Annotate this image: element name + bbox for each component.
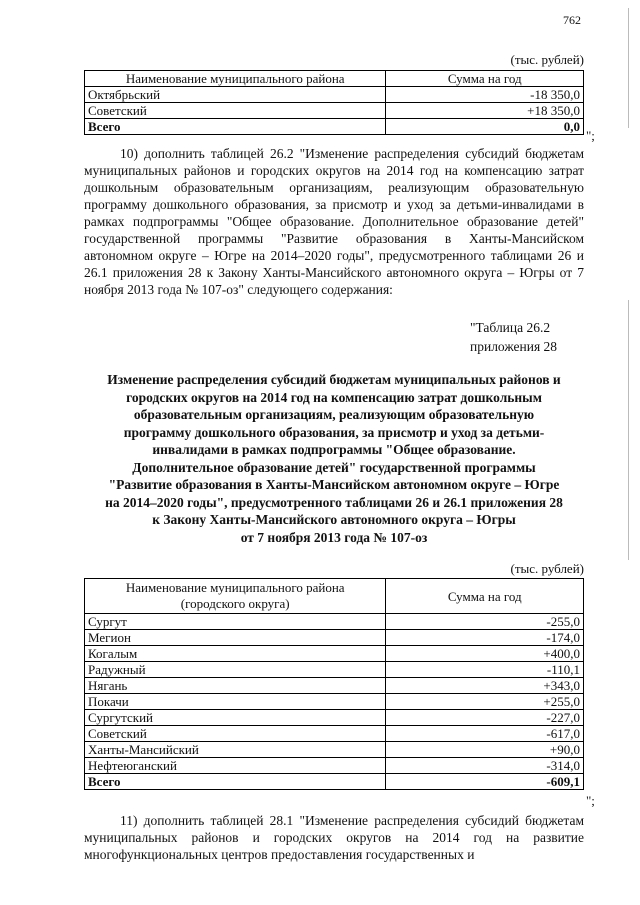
table1-closing: "; bbox=[586, 128, 595, 143]
district-value: +18 350,0 bbox=[386, 103, 584, 119]
district-name: Мегион bbox=[85, 630, 386, 646]
district-value: +255,0 bbox=[386, 694, 584, 710]
district-value: +400,0 bbox=[386, 646, 584, 662]
table-row bbox=[85, 678, 584, 694]
table2-closing: "; bbox=[586, 793, 595, 808]
district-value: -227,0 bbox=[386, 710, 584, 726]
district-name: Сургут bbox=[85, 614, 386, 630]
table-row bbox=[85, 103, 584, 119]
table2-header-row bbox=[85, 579, 584, 614]
table1-header-row bbox=[85, 71, 584, 87]
table-row bbox=[85, 614, 584, 630]
district-value: -174,0 bbox=[386, 630, 584, 646]
table2-title bbox=[76, 371, 592, 546]
margin-line bbox=[628, 8, 629, 128]
district-value: -314,0 bbox=[386, 758, 584, 774]
title-line: Дополнительное образование детей" государственной программы bbox=[132, 459, 536, 475]
table-row bbox=[85, 726, 584, 742]
title-line: на 2014–2020 годы", предусмотренного таблицами 26 и 26.1 приложения 28 bbox=[105, 494, 563, 510]
table-caption-note bbox=[470, 318, 557, 356]
district-name: Октябрьский bbox=[85, 87, 386, 103]
table-row bbox=[85, 742, 584, 758]
table-row bbox=[85, 646, 584, 662]
title-line: образовательным организациям, реализующим образовательную bbox=[133, 407, 535, 422]
total-label: Всего bbox=[85, 774, 386, 790]
title-line: Изменение распределения субсидий бюджетам муниципальных районов и bbox=[107, 372, 561, 387]
table-row bbox=[85, 630, 584, 646]
total-value: 0,0 bbox=[386, 119, 584, 135]
district-name: Покачи bbox=[85, 694, 386, 710]
header-line: Наименование муниципального района bbox=[125, 580, 345, 595]
district-name: Нягань bbox=[85, 678, 386, 694]
table-row bbox=[85, 87, 584, 103]
district-value: -110,1 bbox=[386, 662, 584, 678]
table-row bbox=[85, 662, 584, 678]
title-line: инвалидами в рамках подпрограммы "Общее образование. bbox=[152, 442, 516, 457]
table2-header-name bbox=[85, 579, 386, 614]
title-line: к Закону Ханты-Мансийского автономного округа – Югры bbox=[152, 512, 516, 527]
paragraph-10: 10) дополнить таблицей 26.2 "Изменение распределения субсидий бюджетам муниципальных районов и городских округов на 2014 год на компенсацию затрат дошкольным образовательным организациям, реализующим образовательную программу дошкольного образования, за присмотр и уход за детьми-инвалидами в рамках подпрограммы "Общее образование. Дополнительное образование детей" государственной программы "Развитие образования в Ханты-Мансийском автономном округе – Югре на 2014–2020 годы", предусмотренного таблицами 26 и 26.1 приложения 28 к Закону Ханты-Мансийского автономного округа – Югры от 7 ноября 2013 года № 107-оз" следующего содержания: bbox=[84, 146, 584, 297]
district-name: Советский bbox=[85, 103, 386, 119]
page-number: 762 bbox=[563, 13, 581, 27]
table1-units: (тыс. рублей) bbox=[510, 52, 584, 67]
table2 bbox=[84, 578, 584, 790]
table-caption-line: "Таблица 26.2 bbox=[470, 320, 551, 335]
table1 bbox=[84, 70, 584, 135]
district-name: Когалым bbox=[85, 646, 386, 662]
table1-total-row bbox=[85, 119, 584, 135]
table2-units: (тыс. рублей) bbox=[510, 561, 584, 576]
total-value: -609,1 bbox=[386, 774, 584, 790]
margin-line bbox=[628, 300, 629, 560]
district-value: +90,0 bbox=[386, 742, 584, 758]
title-line: "Развитие образования в Ханты-Мансийском автономном округе – Югре bbox=[108, 477, 560, 492]
district-value: +343,0 bbox=[386, 678, 584, 694]
table-row bbox=[85, 758, 584, 774]
district-name: Нефтеюганский bbox=[85, 758, 386, 774]
district-name: Советский bbox=[85, 726, 386, 742]
table2-total-row bbox=[85, 774, 584, 790]
header-line: (городского округа) bbox=[180, 596, 290, 611]
title-line: от 7 ноября 2013 года № 107-оз bbox=[240, 529, 428, 545]
total-label: Всего bbox=[85, 119, 386, 135]
paragraph-11: 11) дополнить таблицей 28.1 "Изменение распределения субсидий бюджетам муниципальных районов и городских округов на 2014 год на развитие многофункциональных центров предоставления государственных и bbox=[84, 813, 584, 862]
table-row bbox=[85, 710, 584, 726]
table2-header-sum: Сумма на год bbox=[386, 579, 584, 614]
district-name: Сургутский bbox=[85, 710, 386, 726]
district-value: -18 350,0 bbox=[386, 87, 584, 103]
district-value: -255,0 bbox=[386, 614, 584, 630]
title-line: программу дошкольного образования, за присмотр и уход за детьми- bbox=[123, 424, 545, 440]
district-name: Радужный bbox=[85, 662, 386, 678]
table-caption-line: приложения 28 bbox=[470, 339, 558, 354]
table-row bbox=[85, 694, 584, 710]
district-name: Ханты-Мансийский bbox=[85, 742, 386, 758]
district-value: -617,0 bbox=[386, 726, 584, 742]
title-line: городских округов на 2014 год на компенсацию затрат дошкольным bbox=[126, 389, 542, 405]
table1-header-name: Наименование муниципального района bbox=[85, 71, 386, 87]
table1-header-sum: Сумма на год bbox=[386, 71, 584, 87]
